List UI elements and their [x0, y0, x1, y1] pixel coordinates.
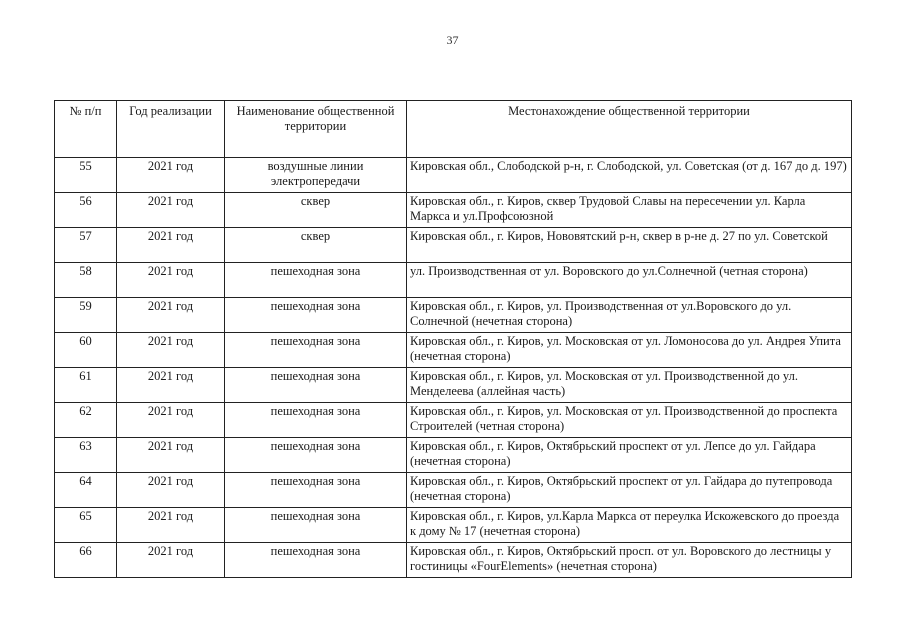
cell-num: 58 — [55, 263, 117, 298]
cell-location: Кировская обл., г. Киров, ул. Московская от ул. Ломоносова до ул. Андрея Упита (нечетная сторона) — [407, 333, 852, 368]
cell-location: Кировская обл., г. Киров, Октябрьский проспект от ул. Лепсе до ул. Гайдара (нечетная сторона) — [407, 438, 852, 473]
table-row — [55, 543, 852, 578]
header-name: Наименование общественной территории — [225, 101, 407, 158]
cell-location: Кировская обл., г. Киров, Октябрьский просп. от ул. Воровского до лестницы у гостиницы «FourElements» (нечетная сторона) — [407, 543, 852, 578]
cell-location: ул. Производственная от ул. Воровского до ул.Солнечной (четная сторона) — [407, 263, 852, 298]
cell-name: воздушные линии электропередачи — [225, 158, 407, 193]
cell-num: 59 — [55, 298, 117, 333]
header-year: Год реализации — [117, 101, 225, 158]
header-num: № п/п — [55, 101, 117, 158]
cell-location: Кировская обл., г. Киров, Нововятский р-н, сквер в р-не д. 27 по ул. Советской — [407, 228, 852, 263]
table-row — [55, 193, 852, 228]
cell-location: Кировская обл., г. Киров, ул.Карла Маркса от переулка Искожевского до проезда к дому № 17 (нечетная сторона) — [407, 508, 852, 543]
cell-name: пешеходная зона — [225, 543, 407, 578]
header-location: Местонахождение общественной территории — [407, 101, 852, 158]
table-row — [55, 298, 852, 333]
table-row — [55, 333, 852, 368]
table-row — [55, 263, 852, 298]
cell-name: пешеходная зона — [225, 333, 407, 368]
cell-location: Кировская обл., г. Киров, сквер Трудовой Славы на пересечении ул. Карла Маркса и ул.Профсоюзной — [407, 193, 852, 228]
cell-year: 2021 год — [117, 333, 225, 368]
cell-location: Кировская обл., г. Киров, ул. Московская от ул. Производственной до ул. Менделеева (аллейная часть) — [407, 368, 852, 403]
cell-year: 2021 год — [117, 158, 225, 193]
cell-name: пешеходная зона — [225, 263, 407, 298]
cell-num: 61 — [55, 368, 117, 403]
cell-year: 2021 год — [117, 508, 225, 543]
cell-year: 2021 год — [117, 543, 225, 578]
cell-num: 55 — [55, 158, 117, 193]
table-row — [55, 403, 852, 438]
cell-year: 2021 год — [117, 228, 225, 263]
cell-year: 2021 год — [117, 473, 225, 508]
page-number: 37 — [446, 33, 459, 47]
cell-location: Кировская обл., г. Киров, ул. Московская от ул. Производственной до проспекта Строителей (четная сторона) — [407, 403, 852, 438]
cell-location: Кировская обл., Слободской р-н, г. Слободской, ул. Советская (от д. 167 до д. 197) — [407, 158, 852, 193]
cell-num: 57 — [55, 228, 117, 263]
cell-year: 2021 год — [117, 298, 225, 333]
cell-num: 66 — [55, 543, 117, 578]
cell-num: 63 — [55, 438, 117, 473]
table-row — [55, 158, 852, 193]
cell-year: 2021 год — [117, 438, 225, 473]
cell-num: 60 — [55, 333, 117, 368]
cell-num: 64 — [55, 473, 117, 508]
cell-name: пешеходная зона — [225, 403, 407, 438]
cell-year: 2021 год — [117, 263, 225, 298]
table-row — [55, 368, 852, 403]
cell-name: пешеходная зона — [225, 298, 407, 333]
cell-year: 2021 год — [117, 403, 225, 438]
cell-location: Кировская обл., г. Киров, ул. Производственная от ул.Воровского до ул. Солнечной (нечетная сторона) — [407, 298, 852, 333]
table-header-row — [55, 101, 852, 158]
cell-location: Кировская обл., г. Киров, Октябрьский проспект от ул. Гайдара до путепровода (нечетная сторона) — [407, 473, 852, 508]
cell-num: 65 — [55, 508, 117, 543]
table-row — [55, 473, 852, 508]
cell-name: сквер — [225, 228, 407, 263]
cell-name: пешеходная зона — [225, 508, 407, 543]
cell-num: 62 — [55, 403, 117, 438]
table-row — [55, 438, 852, 473]
cell-num: 56 — [55, 193, 117, 228]
cell-year: 2021 год — [117, 368, 225, 403]
cell-name: сквер — [225, 193, 407, 228]
cell-name: пешеходная зона — [225, 438, 407, 473]
cell-name: пешеходная зона — [225, 473, 407, 508]
cell-year: 2021 год — [117, 193, 225, 228]
territories-table — [54, 100, 852, 578]
cell-name: пешеходная зона — [225, 368, 407, 403]
table-row — [55, 228, 852, 263]
table-row — [55, 508, 852, 543]
